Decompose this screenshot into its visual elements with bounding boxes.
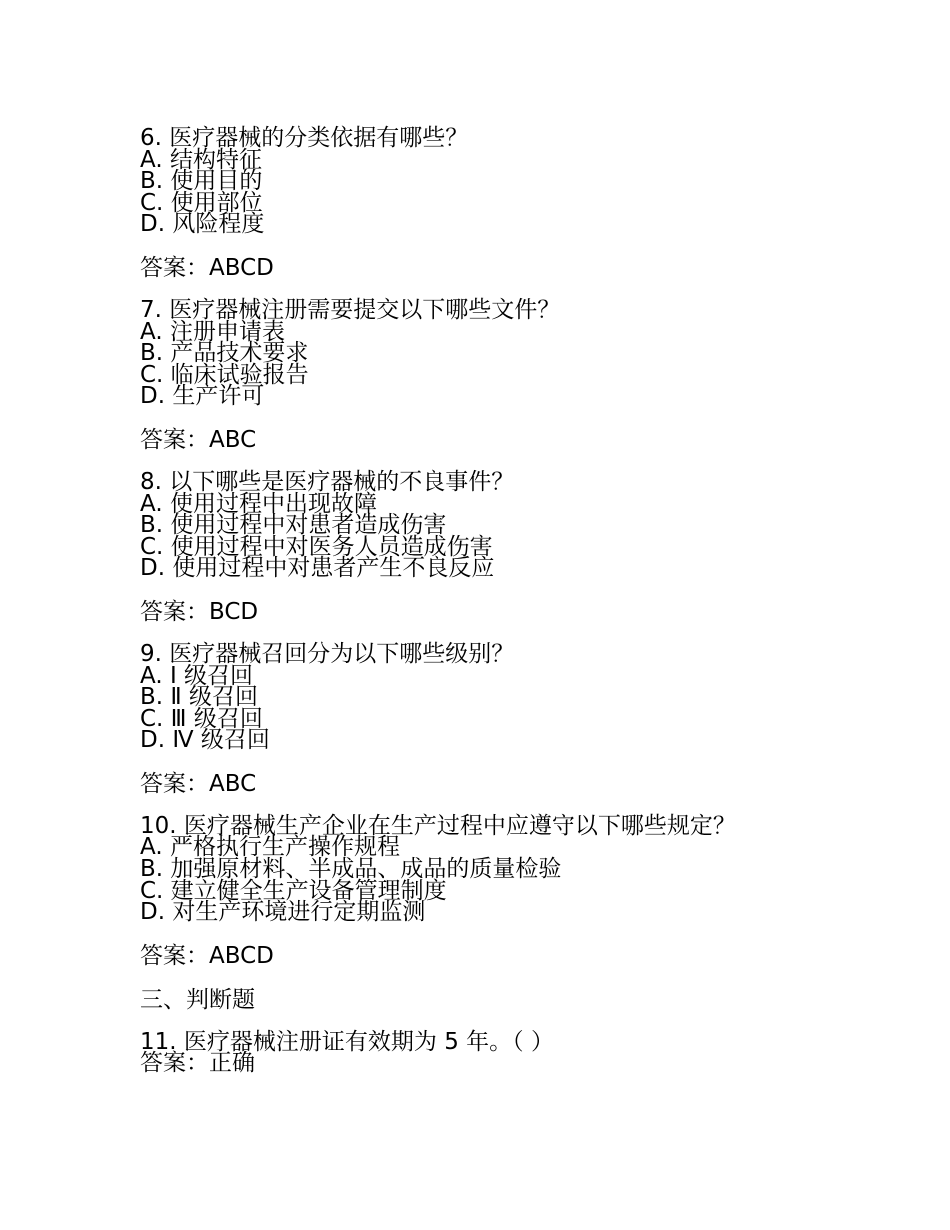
question-10	[140, 812, 920, 969]
option-a: A. 注册申请表	[140, 318, 285, 345]
question-7	[140, 296, 920, 453]
answer-line: 答案：ABCD	[140, 254, 274, 281]
option-d: D. 对生产环境进行定期监测	[140, 899, 426, 926]
option-b: B. 加强原材料、半成品、成品的质量检验	[140, 856, 562, 883]
option-a: A. 使用过程中出现故障	[140, 490, 377, 517]
question-9	[140, 640, 920, 797]
answer-line: 答案：ABCD	[140, 942, 274, 969]
answer-line: 答案：ABC	[140, 426, 257, 453]
question-stem: 11. 医疗器械注册证有效期为 5 年。（ ）	[140, 1028, 554, 1055]
question-6	[140, 125, 920, 281]
question-stem: 7. 医疗器械注册需要提交以下哪些文件？	[140, 296, 561, 323]
section-heading-true-false: 三、判断题	[140, 986, 255, 1013]
option-a: A. 结构特征	[140, 146, 262, 173]
option-c: C. 使用过程中对医务人员造成伤害	[140, 533, 493, 560]
option-b: B. 产品技术要求	[140, 340, 309, 367]
option-c: C. 建立健全生产设备管理制度	[140, 877, 447, 904]
option-d: D. 生产许可	[140, 383, 265, 410]
question-stem: 9. 医疗器械召回分为以下哪些级别？	[140, 640, 515, 667]
option-d: D. 风险程度	[140, 211, 265, 238]
question-stem: 6. 医疗器械的分类依据有哪些？	[140, 125, 469, 151]
option-b: B. 使用目的	[140, 168, 263, 195]
question-stem: 10. 医疗器械生产企业在生产过程中应遵守以下哪些规定？	[140, 812, 736, 839]
option-b: B. 使用过程中对患者造成伤害	[140, 512, 447, 539]
option-a: A. 严格执行生产操作规程	[140, 834, 400, 861]
answer-line: 答案：正确	[140, 1050, 255, 1077]
answer-line: 答案：ABC	[140, 770, 257, 797]
option-c: C. 使用部位	[140, 189, 263, 216]
option-c: C. Ⅲ 级召回	[140, 705, 263, 732]
question-11	[140, 1028, 920, 1077]
option-b: B. Ⅱ 级召回	[140, 684, 259, 711]
answer-line: 答案：BCD	[140, 598, 259, 625]
option-d: D. 使用过程中对患者产生不良反应	[140, 555, 495, 582]
option-c: C. 临床试验报告	[140, 361, 309, 388]
option-a: A. Ⅰ 级召回	[140, 662, 254, 689]
document-page	[140, 125, 920, 1077]
option-d: D. Ⅳ 级召回	[140, 727, 270, 754]
question-8	[140, 468, 920, 625]
question-stem: 8. 以下哪些是医疗器械的不良事件？	[140, 468, 515, 495]
